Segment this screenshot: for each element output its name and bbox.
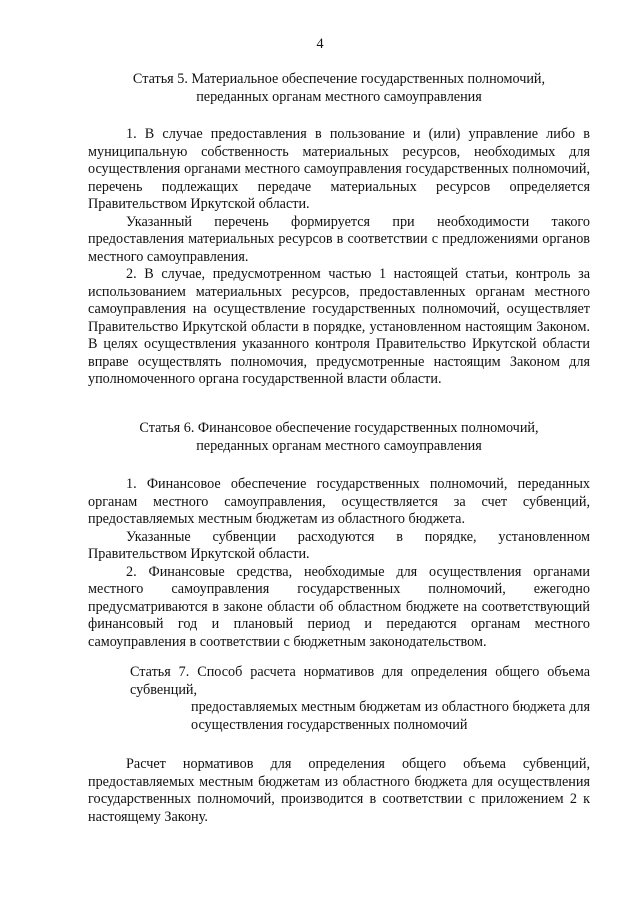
article-5-heading xyxy=(88,71,590,106)
page-number: 4 xyxy=(316,36,324,52)
article-6-paragraph: Указанные субвенции расходуются в порядке, установленном Правительством Иркутской области. xyxy=(88,528,590,562)
article-5-heading-line2: переданных органам местного самоуправления xyxy=(196,88,482,105)
article-5-body xyxy=(88,126,590,389)
article-7-title xyxy=(130,664,590,734)
article-5-paragraph: 1. В случае предоставления в пользование и (или) управление либо в муниципальную собственность материальных ресурсов, необходимых для осуществления органами местного самоуправления государственных полномочий, перечень подлежащих передаче материальных ресурсов определяется Правительством Иркутской области. xyxy=(88,126,590,212)
article-6-body xyxy=(88,476,590,651)
article-7-title-rest: предоставляемых местным бюджетам из областного бюджета для осуществления государственных полномочий xyxy=(191,699,590,733)
article-7-body xyxy=(88,756,590,826)
article-7-title-line1 xyxy=(130,664,590,699)
article-7-heading xyxy=(130,664,590,734)
article-7-paragraph: Расчет нормативов для определения общего объема субвенций, предоставляемых местным бюджетам из областного бюджета для осуществления государственных полномочий, производится в соответствии с приложением 2 к настоящему Закону. xyxy=(88,756,590,825)
article-6-heading-line1: Статья 6. Финансовое обеспечение государственных полномочий, xyxy=(139,420,539,436)
article-6-paragraph: 1. Финансовое обеспечение государственных полномочий, переданных органам местного самоуправления, осуществляется за счет субвенций, предоставляемых местным бюджетам из областного бюджета. xyxy=(88,476,590,527)
article-5-paragraph: Указанный перечень формируется при необходимости такого предоставления материальных ресурсов в соответствии с предложениями органов местного самоуправления. xyxy=(88,213,590,265)
article-7-label: Статья 7. xyxy=(130,664,190,680)
article-6-heading xyxy=(88,420,590,455)
article-5-heading-line1: Статья 5. Материальное обеспечение государственных полномочий, xyxy=(132,71,546,87)
article-6-heading-line2: переданных органам местного самоуправления xyxy=(196,437,482,454)
article-7-title-first: Способ расчета нормативов для определения общего объема субвенций, xyxy=(130,664,590,698)
article-6-paragraph: 2. Финансовые средства, необходимые для осуществления органами местного самоуправления государственных полномочий, ежегодно предусматриваются в законе области об областном бюджете на соответствующий финансовый год и плановый период и передаются органам местного самоуправления в соответствии с бюджетным законодательством. xyxy=(88,563,590,650)
article-5-paragraph: 2. В случае, предусмотренном частью 1 настоящей статьи, контроль за использованием материальных ресурсов, предоставленных органам местного самоуправления на осуществление государственных полномочий, осуществляет Правительство Иркутской области в порядке, установленном настоящим Законом. В целях осуществления указанного контроля Правительство Иркутской области вправе осуществлять полномочия, предусмотренные настоящим Законом для уполномоченного органа государственной власти области. xyxy=(88,266,590,387)
